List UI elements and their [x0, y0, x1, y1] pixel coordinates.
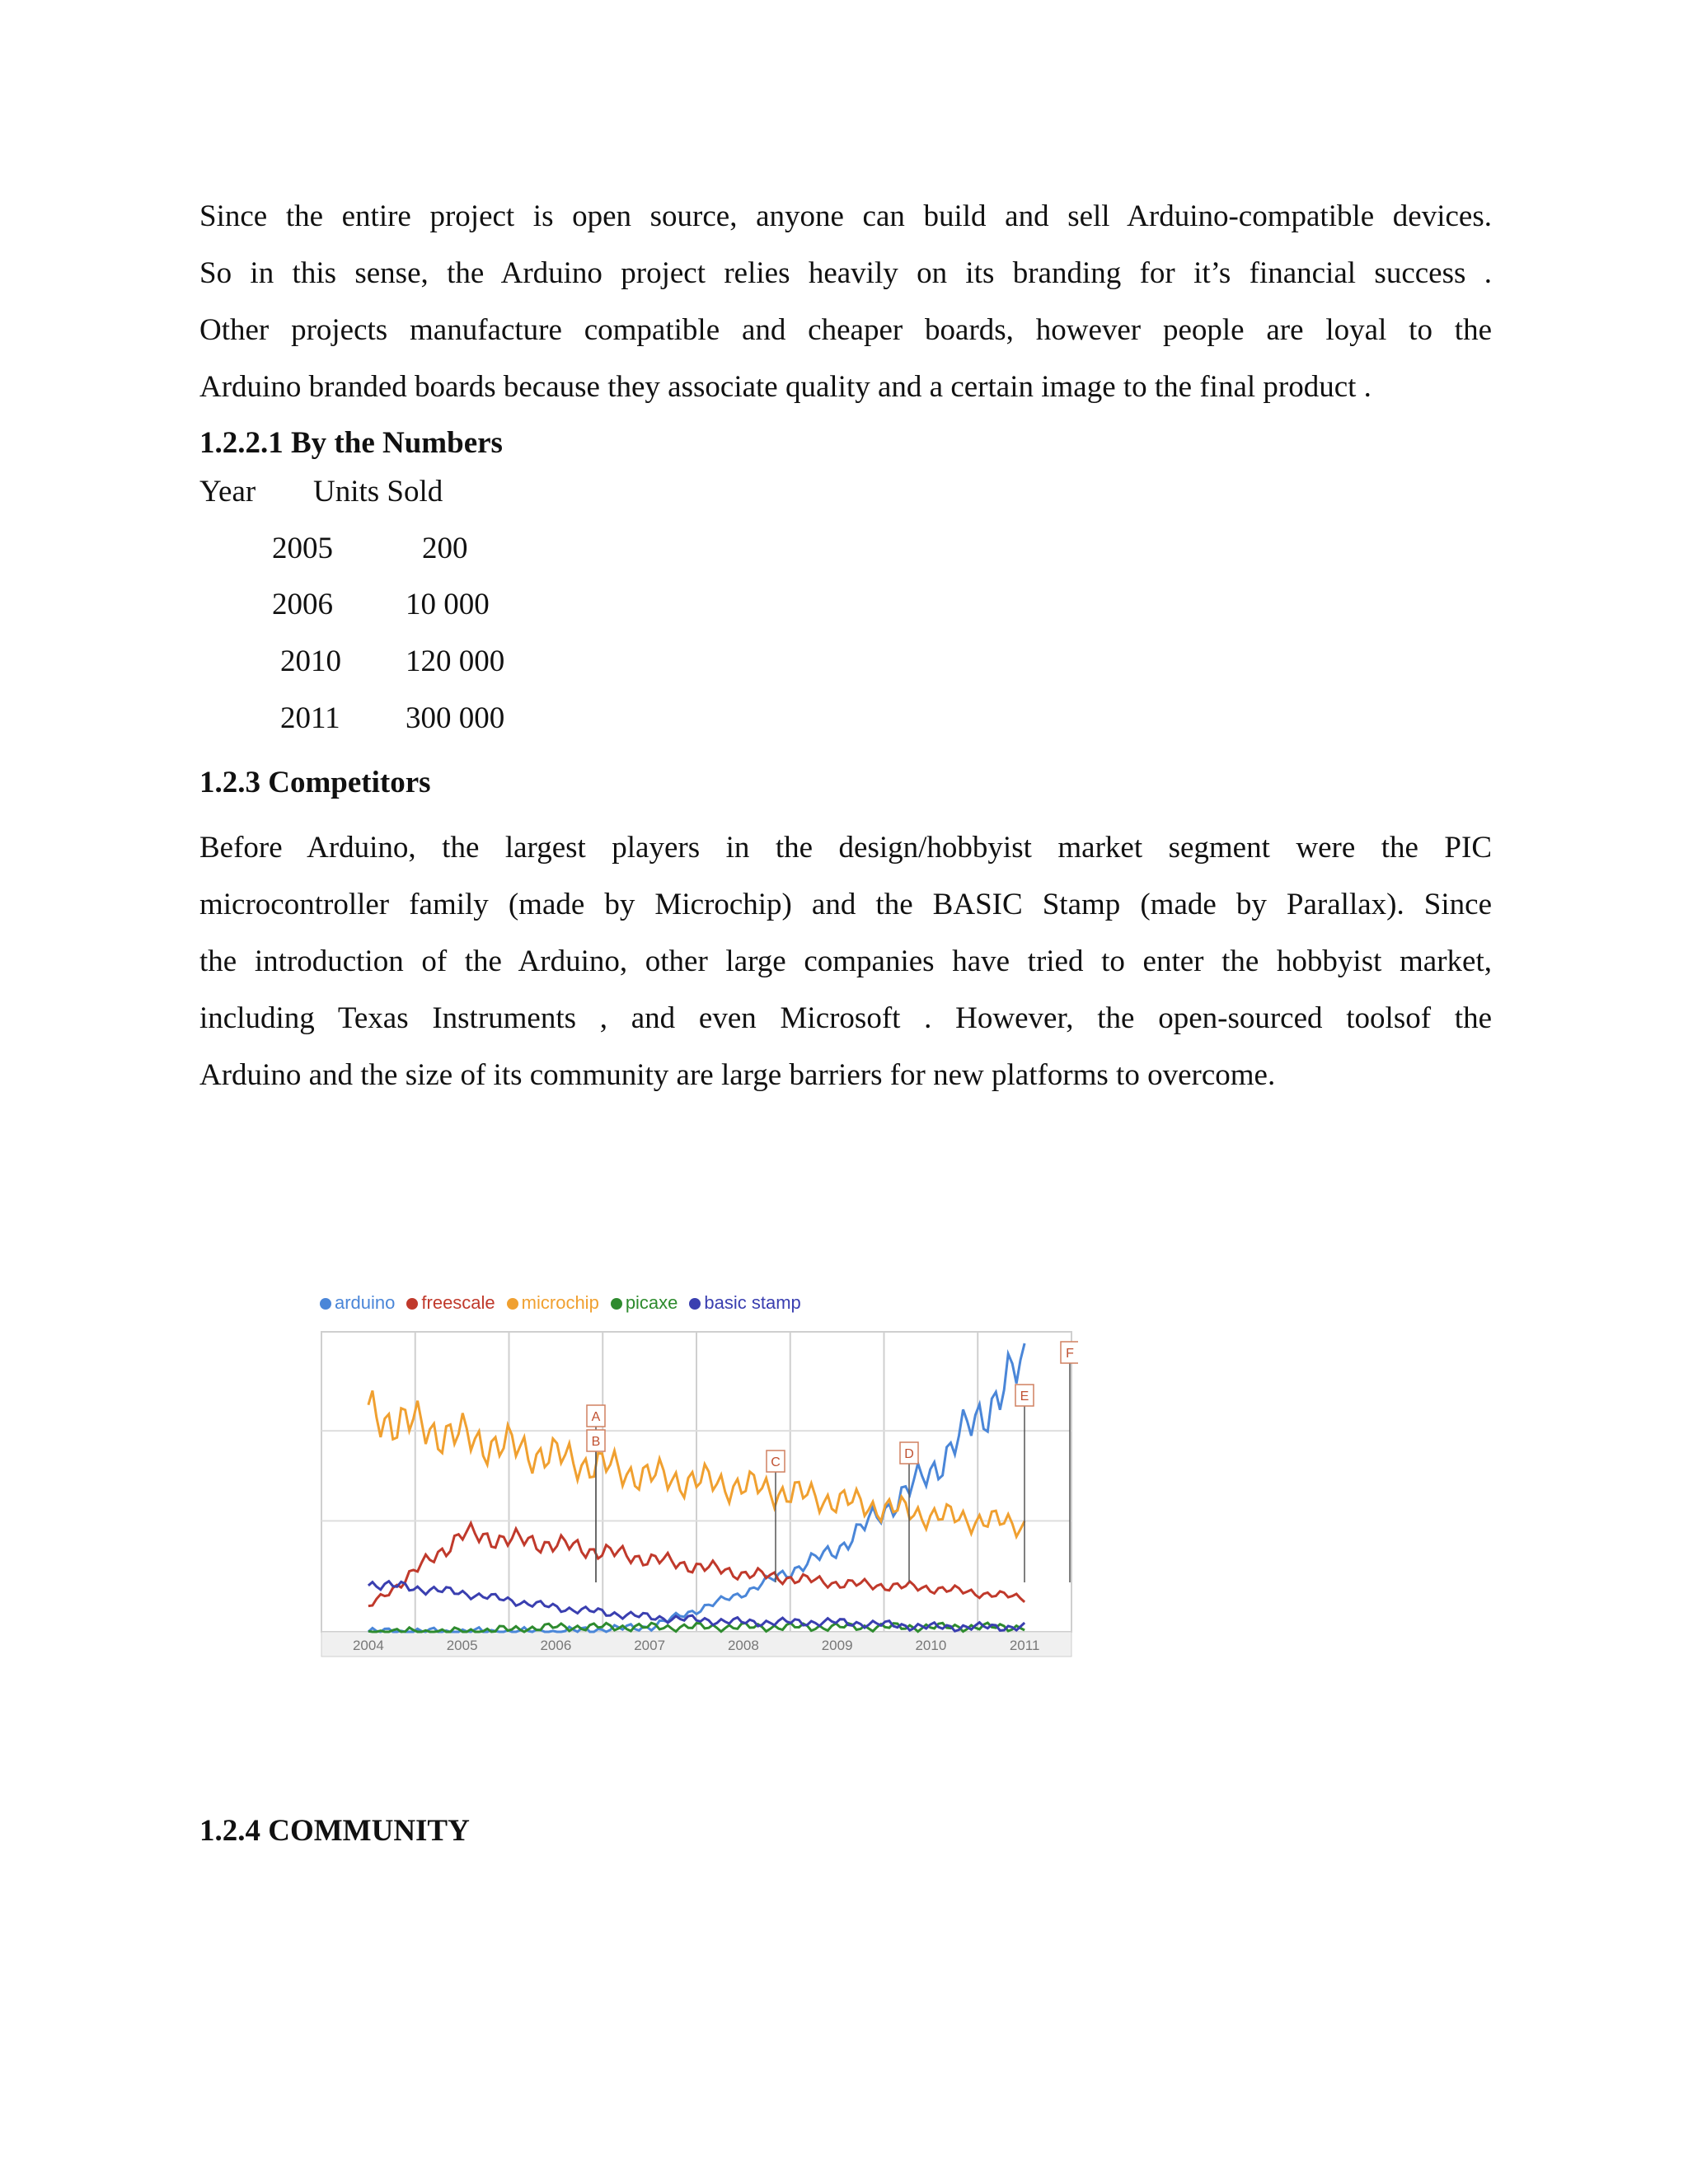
- marker-label: F: [1066, 1347, 1074, 1361]
- units-cell: 10 000: [406, 588, 490, 621]
- legend-label: picaxe: [625, 1292, 678, 1313]
- x-tick-label: 2010: [915, 1638, 947, 1653]
- text-line: So in this sense, the Arduino project relies heavily on its branding for it’s financial success .: [199, 256, 1492, 290]
- units-cell: 200: [422, 532, 468, 565]
- x-tick-label: 2011: [1009, 1638, 1040, 1653]
- text-line: microcontroller family (made by Microchip) and the BASIC Stamp (made by Parallax). Since: [199, 888, 1492, 921]
- text-line: Arduino and the size of its community are large barriers for new platforms to overcome.: [199, 1058, 1276, 1092]
- x-tick-label: 2007: [634, 1638, 666, 1653]
- legend-label: microchip: [521, 1292, 599, 1313]
- x-tick-label: 2008: [727, 1638, 759, 1653]
- marker-label: C: [771, 1455, 781, 1469]
- col-header-units: Units Sold: [313, 475, 443, 509]
- trends-chart: [315, 1286, 1078, 1665]
- section-heading-community: 1.2.4 COMMUNITY: [199, 1814, 470, 1848]
- x-axis-band: [321, 1632, 1071, 1657]
- year-cell: 2011: [280, 701, 340, 735]
- year-cell: 2005: [272, 532, 333, 565]
- section-heading-numbers: 1.2.2.1 By the Numbers: [199, 426, 503, 460]
- section-heading-competitors: 1.2.3 Competitors: [199, 766, 431, 799]
- x-tick-label: 2004: [352, 1638, 384, 1653]
- marker-label: D: [904, 1447, 914, 1461]
- text-line: including Texas Instruments , and even Microsoft . However, the open-sourced toolsof the: [199, 1001, 1492, 1035]
- x-tick-label: 2009: [821, 1638, 853, 1653]
- col-header-year: Year: [199, 475, 256, 509]
- text-line: Other projects manufacture compatible and cheaper boards, however people are loyal to the: [199, 313, 1492, 347]
- text-line: Arduino branded boards because they associate quality and a certain image to the final product .: [199, 370, 1372, 404]
- trends-chart-figure: [315, 1286, 1078, 1665]
- competitors-paragraph: [199, 819, 1492, 1104]
- units-cell: 120 000: [406, 644, 505, 678]
- text-line: the introduction of the Arduino, other large companies have tried to enter the hobbyist market,: [199, 944, 1492, 978]
- x-tick-label: 2006: [540, 1638, 572, 1653]
- table-header: [199, 474, 443, 509]
- units-cell: 300 000: [406, 701, 505, 735]
- marker-label: E: [1020, 1390, 1029, 1404]
- intro-paragraph: [199, 188, 1492, 415]
- legend-label: basic stamp: [704, 1292, 801, 1313]
- marker-label: A: [591, 1410, 601, 1424]
- year-cell: 2006: [272, 588, 333, 621]
- x-tick-label: 2005: [446, 1638, 478, 1653]
- marker-label: B: [591, 1435, 601, 1449]
- legend-label: freescale: [421, 1292, 495, 1313]
- year-cell: 2010: [280, 644, 341, 678]
- legend-label: arduino: [335, 1292, 396, 1313]
- text-line: Before Arduino, the largest players in the design/hobbyist market segment were the PIC: [199, 831, 1492, 865]
- text-line: Since the entire project is open source, anyone can build and sell Arduino-compatible devices.: [199, 199, 1492, 233]
